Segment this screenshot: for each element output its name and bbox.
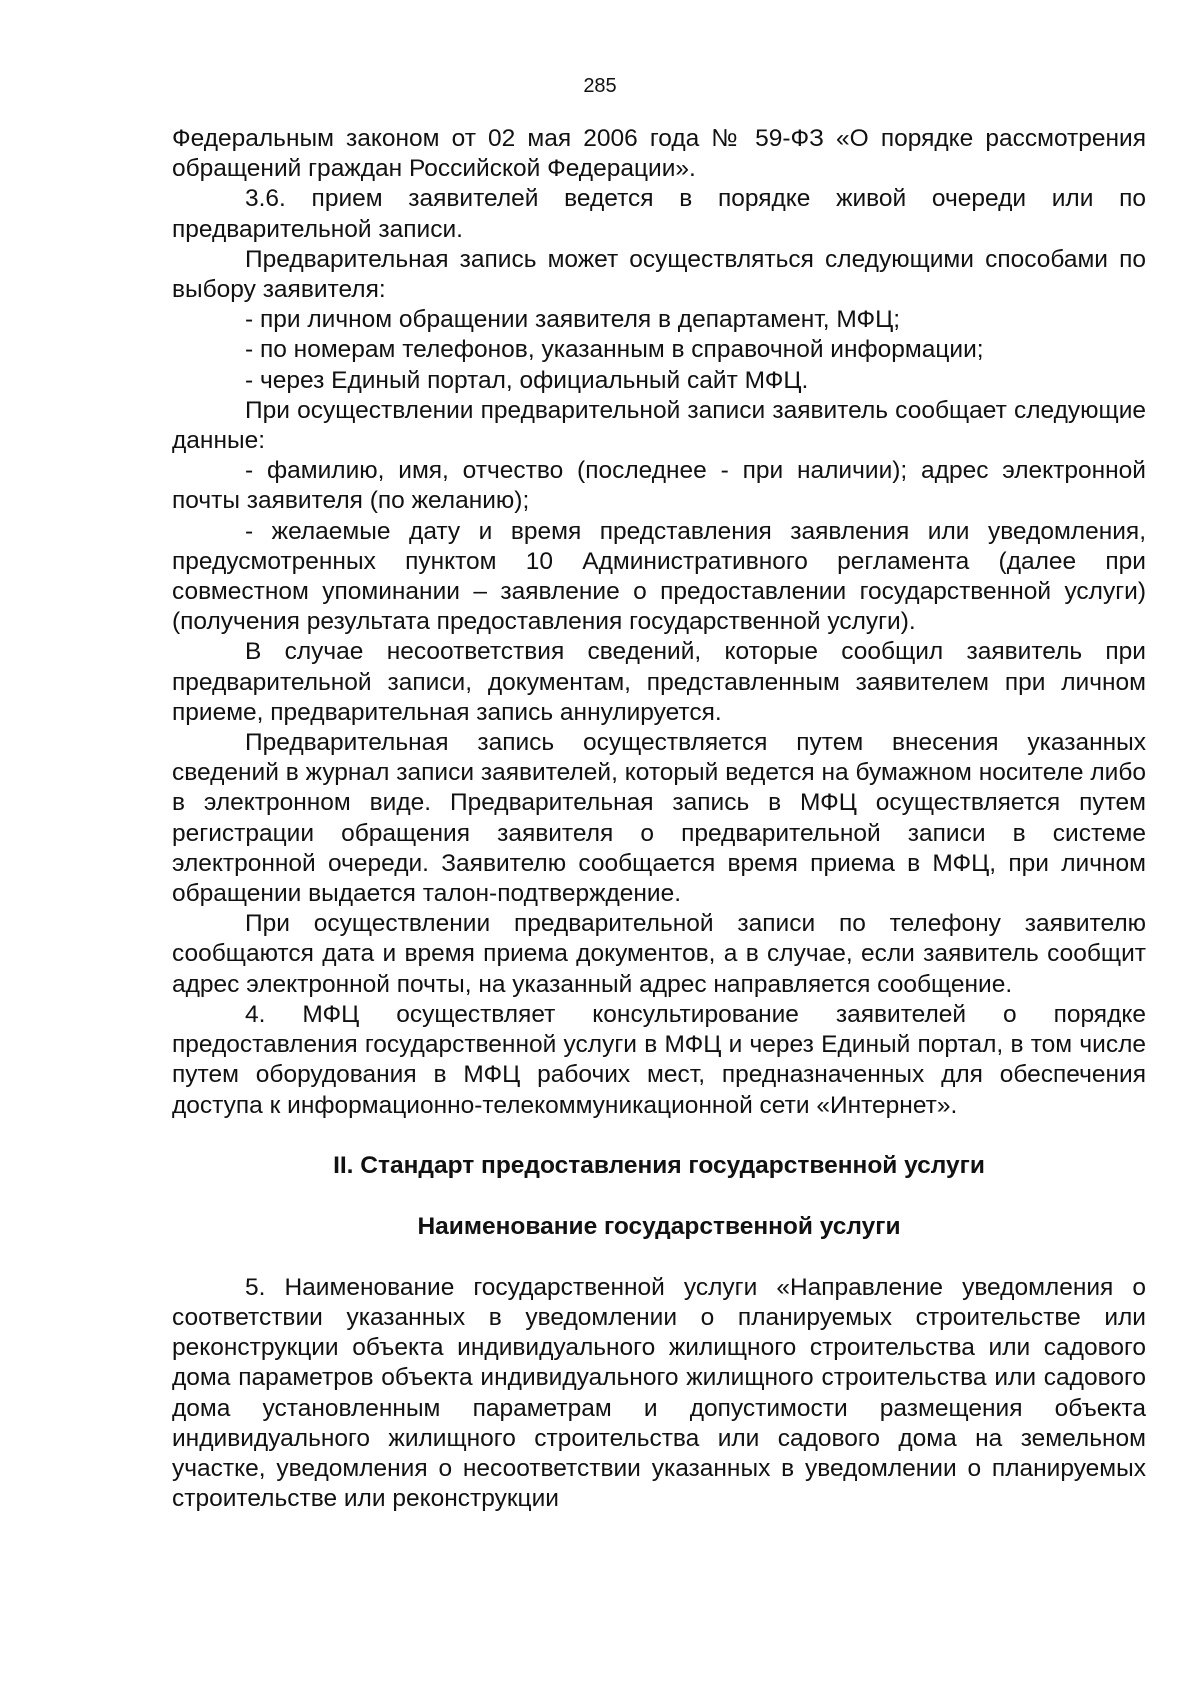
list-item: - по номерам телефонов, указанным в справочной информации; (245, 336, 984, 364)
document-body (172, 124, 1146, 1514)
paragraph: При осуществлении предварительной записи заявитель сообщает следующие данные: (172, 396, 1146, 455)
list-item: - фамилию, имя, отчество (последнее - при наличии); адрес электронной почты заявителя (по желанию); (172, 457, 1146, 515)
paragraph: Предварительная запись осуществляется путем внесения указанных сведений в журнал записи заявителей, который ведется на бумажном носителе либо в электронном виде. Предварительная запись в МФЦ осуществляется путем регистрации обращения заявителя о предварительной записи в системе электронной очереди. Заявителю сообщается время приема в МФЦ, при личном обращении выдается талон-подтверждение. (172, 729, 1146, 908)
paragraph: При осуществлении предварительной записи по телефону заявителю сообщаются дата и время приема документов, а в случае, если заявитель сообщит адрес электронной почты, на указанный адрес направляется сообщение. (172, 910, 1146, 998)
paragraph: 4. МФЦ осуществляет консультирование заявителей о порядке предоставления государственной услуги в МФЦ и через Единый портал, в том числе путем оборудования в МФЦ рабочих мест, предназначенных для обеспечения доступа к информационно-телекоммуникационной сети «Интернет». (172, 1000, 1146, 1119)
paragraph: Федеральным законом от 02 мая 2006 года № 59-ФЗ «О порядке рассмотрения обращений граждан Российской Федерации». (172, 125, 1146, 183)
paragraph: 5. Наименование государственной услуги «Направление уведомления о соответствии указанных в уведомлении о планируемых строительстве или реконструкции объекта индивидуального жилищного строительства или садового дома параметров объекта индивидуального жилищного строительства или садового дома установленным параметрам и допустимости размещения объекта индивидуального жилищного строительства или садового дома на земельном участке, уведомления о несоответствии указанных в уведомлении о планируемых строительстве или реконструкции (172, 1273, 1146, 1513)
list-item: - через Единый портал, официальный сайт МФЦ. (245, 366, 809, 394)
section-heading: II. Стандарт предоставления государственной услуги (333, 1151, 985, 1179)
paragraph: Предварительная запись может осуществляться следующими способами по выбору заявителя: (172, 245, 1146, 304)
page-number: 285 (583, 75, 617, 97)
paragraph: 3.6. прием заявителей ведется в порядке живой очереди или по предварительной записи. (172, 185, 1146, 243)
paragraph: В случае несоответствия сведений, которые сообщил заявитель при предварительной записи, документам, представленным заявителем при личном приеме, предварительная запись аннулируется. (172, 638, 1146, 726)
list-item: - при личном обращении заявителя в департамент, МФЦ; (245, 306, 901, 334)
list-item: - желаемые дату и время представления заявления или уведомления, предусмотренных пунктом 10 Административного регламента (далее при совместном упоминании – заявление о предоставлении государственной услуги) (получения результата предоставления государственной услуги). (172, 517, 1146, 636)
subsection-heading: Наименование государственной услуги (417, 1212, 901, 1240)
